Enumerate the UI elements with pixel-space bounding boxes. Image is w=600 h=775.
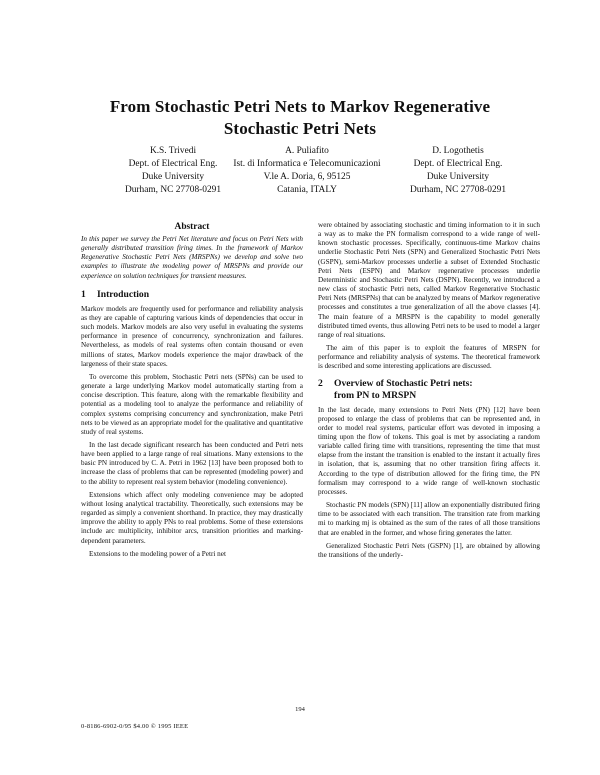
author-block-trivedi bbox=[96, 145, 250, 197]
author-city: Durham, NC 27708-0291 bbox=[124, 185, 222, 195]
section-1-paragraph: The aim of this paper is to exploit the features of MRSPN for performance and reliability analysis of systems. The theoretical framework is described and some interesting applications are discussed. bbox=[318, 344, 540, 371]
section-1-paragraph: Markov models are frequently used for performance and reliability analysis as they are capable of capturing various kinds of dependencies that occur in such models. Markov models are also very useful in evaluating the systems performance in presence of concurrency, synchronization and failures. Nevertheless, as models of real systems often contain thousand or even millions of states, Markov models experience the major drawback of the largeness of their state spaces. bbox=[81, 304, 303, 368]
section-2-paragraph: Stochastic PN models (SPN) [11] allow an exponentially distributed firing time to be associated with each transition. The transition rate from marking mi to marking mj is obtained as the sum of the rates of all those transitions that are enabled in the former, and whose firing generates the latter. bbox=[318, 501, 540, 537]
paper-title bbox=[0, 96, 600, 140]
section-1-heading bbox=[81, 289, 303, 301]
author-block-puliafito bbox=[232, 145, 382, 197]
author-organization: Duke University bbox=[426, 172, 490, 182]
page-number: 194 bbox=[295, 706, 305, 713]
author-name: A. Puliafito bbox=[285, 146, 329, 156]
section-2-number: 2 bbox=[318, 377, 323, 389]
section-2-title-line-2: from PN to MRSPN bbox=[334, 389, 417, 401]
section-1-paragraph: To overcome this problem, Stochastic Petri nets (SPNs) can be used to generate a large underlying Markov model automatically starting from a concise description. This feature, along with the remarkable flexibility and potential as a modeling tool to analyze the performance and reliability of complex systems comprising concurrency and synchronization, make Petri nets to be viewed as an appropriate model for the qualitative and quantitative study of real systems. bbox=[81, 372, 303, 436]
left-column bbox=[81, 221, 303, 563]
section-1-title: Introduction bbox=[97, 288, 150, 300]
author-name: K.S. Trivedi bbox=[149, 146, 197, 156]
section-1-paragraph: In the last decade significant research has been conducted and Petri nets have been applied to a large range of real situations. Many extensions to the basic PN introduced by C. A. Petri in 1962 [13] have been proposed both to increase the class of problems that can be represented (modeling power) and to the ability to represent real system behavior (modeling convenience). bbox=[81, 440, 303, 486]
section-1-paragraph: Extensions to the modeling power of a Petri net bbox=[89, 549, 226, 558]
author-city: Catania, ITALY bbox=[277, 185, 337, 195]
author-city: Durham, NC 27708-0291 bbox=[409, 185, 507, 195]
author-block-logothetis bbox=[383, 145, 533, 197]
section-1-paragraph-continued: were obtained by associating stochastic and timing information to it in such a way as to make the PN formalism correspond to a wide range of well-known stochastic processes. Specifically, continuous-time Markov chains underlie Stochastic Petri Nets (SPN) and Generalized Stochastic Petri Nets (GSPN), semi-Markov processes underlie a subset of Extended Stochastic Petri Nets (ESPN) and Markov regenerative processes underlie Deterministic and Stochastic Petri Nets (DSPN). Recently, we introduced a new class of stochastic Petri nets, called Markov Regenerative Stochastic Petri Nets (MRSPNs) that can be analyzed by means of Markov regenerative processes and constitutes a true generalization of all the above classes [4]. The main feature of a MRSPN is the capability to model generally distributed timed events, thus allowing Petri nets to be used to model a larger range of real situations. bbox=[318, 221, 540, 339]
author-department: Dept. of Electrical Eng. bbox=[413, 159, 503, 169]
right-column bbox=[318, 221, 540, 564]
paper-title-line-2: Stochastic Petri Nets bbox=[223, 119, 377, 138]
author-organization: V.le A. Doria, 6, 95125 bbox=[263, 172, 351, 182]
author-department: Dept. of Electrical Eng. bbox=[128, 159, 218, 169]
section-2-paragraph: Generalized Stochastic Petri Nets (GSPN) [1], are obtained by allowing the transitions of the underly- bbox=[318, 541, 540, 559]
abstract-heading: Abstract bbox=[174, 222, 210, 232]
author-department: Ist. di Informatica e Telecomunicazioni bbox=[233, 159, 381, 169]
section-2-paragraph: In the last decade, many extensions to Petri Nets (PN) [12] have been proposed to enlarge the class of problems that can be represented and, in order to model real systems, particular effort was devoted in imposing a timing upon the flow of tokens. This goal is met by associating a random variable called firing time with transitions, representing the time that must elapse from the instant the transition is enabled to the instant it actually fires in isolation, that is, assuming that no other transition firing affects it. According to the type of distribution allowed for the firing time, the PN formalism may correspond to a wide range of well-known stochastic processes. bbox=[318, 405, 540, 496]
abstract-text: In this paper we survey the Petri Net literature and focus on Petri Nets with generally distributed transition firing times. In the framework of Markov Regenerative Stochastic Petri Nets (MRSPNs) we develop and solve two examples to illustrate the modeling power of MRSPNs and provide our experience on solution techniques for transient measures. bbox=[81, 235, 303, 280]
paper-title-line-1: From Stochastic Petri Nets to Markov Regenerative bbox=[109, 97, 491, 116]
copyright-footer: 0-8186-6902-0/95 $4.00 © 1995 IEEE bbox=[81, 723, 189, 730]
section-2-title-line-1: Overview of Stochastic Petri nets: bbox=[334, 377, 473, 389]
section-2-heading bbox=[318, 378, 540, 402]
section-1-paragraph: Extensions which affect only modeling convenience may be adopted without losing analytical tractability. Theoretically, such extensions may be regarded as simply a convenient shorthand. In practice, they may drastically improve the ability to apply PNs to real problems. Some of these extensions include arc multiplicity, inhibitor arcs, transition priorities and marking-dependent parameters. bbox=[81, 490, 303, 545]
author-name: D. Logothetis bbox=[432, 146, 484, 156]
author-organization: Duke University bbox=[141, 172, 205, 182]
section-1-number: 1 bbox=[81, 288, 86, 300]
